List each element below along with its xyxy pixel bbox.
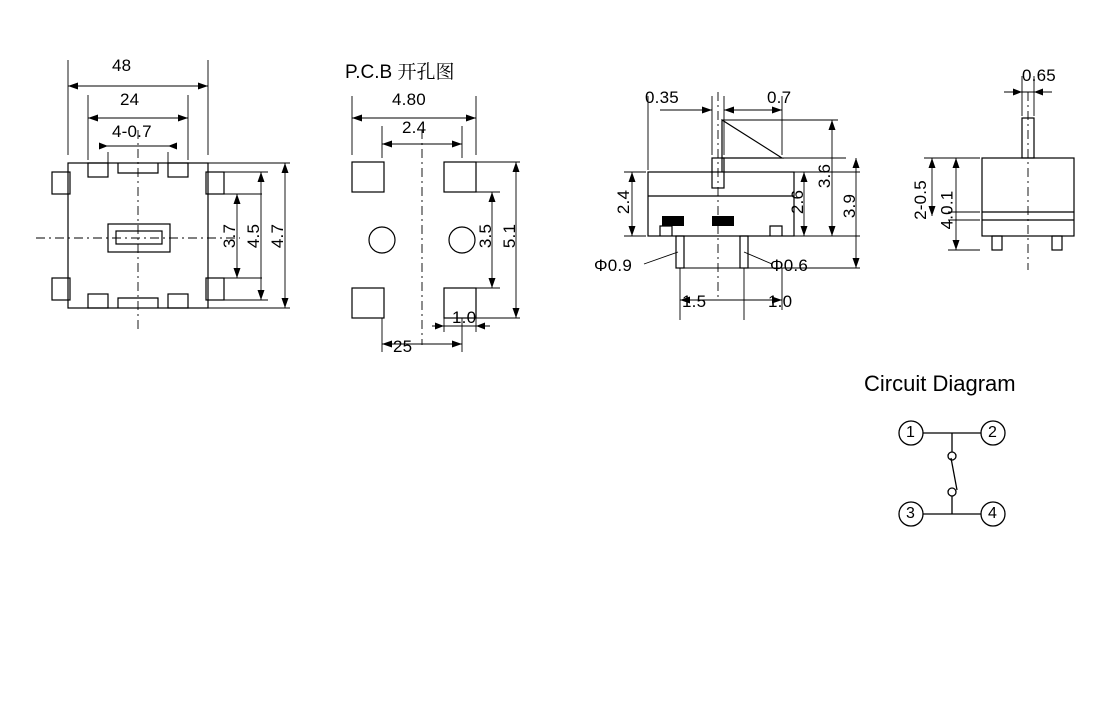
dim-side-4-0-1: 4.0.1 bbox=[937, 190, 957, 230]
dim-front-2-6: 2.6 bbox=[788, 189, 808, 215]
dim-pcb-1-0: 1.0 bbox=[452, 308, 477, 327]
dim-top-width-24: 24 bbox=[120, 90, 140, 109]
dim-pcb-5-1: 5.1 bbox=[500, 223, 520, 249]
dim-pcb-3-5: 3.5 bbox=[476, 223, 496, 249]
dim-front-0-7: 0.7 bbox=[767, 88, 792, 107]
dim-side-2-0-5: 2-0.5 bbox=[910, 180, 930, 220]
circuit-terminal-2: 2 bbox=[988, 424, 998, 441]
circuit-terminal-1: 1 bbox=[906, 424, 916, 441]
dim-front-3-9: 3.9 bbox=[840, 193, 860, 219]
dim-pcb-4-80: 4.80 bbox=[392, 90, 426, 109]
dim-front-2-4: 2.4 bbox=[614, 189, 634, 215]
dim-front-0-35: 0.35 bbox=[645, 88, 679, 107]
dim-front-1-0: 1.0 bbox=[768, 292, 793, 311]
dim-top-h-4-7: 4.7 bbox=[268, 223, 288, 249]
dim-top-holes: 4-0.7 bbox=[112, 122, 152, 141]
dim-pcb-25: 25 bbox=[393, 337, 413, 356]
dim-top-h-4-5: 4.5 bbox=[244, 223, 264, 249]
circuit-terminal-4: 4 bbox=[988, 505, 998, 522]
dim-front-3-6: 3.6 bbox=[815, 163, 835, 189]
dim-front-phi-0-9: Φ0.9 bbox=[594, 256, 632, 275]
circuit-title: Circuit Diagram bbox=[864, 371, 1016, 396]
dim-side-0-65: 0.65 bbox=[1022, 66, 1056, 85]
dim-pcb-2-4: 2.4 bbox=[402, 118, 427, 137]
dim-front-1-5: 1.5 bbox=[682, 292, 707, 311]
circuit-terminal-3: 3 bbox=[906, 505, 916, 522]
pcb-title: P.C.B 开孔图 bbox=[345, 62, 455, 83]
dim-front-phi-0-6: Φ0.6 bbox=[770, 256, 808, 275]
dim-top-width-48: 48 bbox=[112, 56, 132, 75]
dim-top-h-3-7: 3.7 bbox=[220, 223, 240, 249]
